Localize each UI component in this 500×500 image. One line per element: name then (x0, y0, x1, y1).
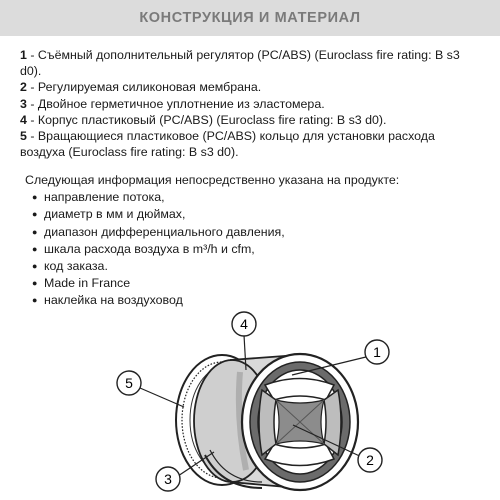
part-text: - Съёмный дополнительный регулятор (PC/ABS) (Euroclass fire rating: B s3 d0). (20, 48, 460, 79)
part-number: 1 (20, 48, 27, 62)
part-item-3 (20, 96, 482, 112)
part-number: 2 (20, 80, 27, 95)
bullet-icon: ● (32, 226, 38, 237)
callout-3 (156, 467, 180, 491)
part-text: - Корпус пластиковый (PC/ABS) (Euroclass fire rating: B s3 d0). (26, 112, 387, 127)
part-text: - Вращающиеся пластиковое (PC/ABS) кольцо для установки расхода воздуха (Euroclass fire rating: B s3 d0). (20, 129, 435, 160)
callout-2 (358, 448, 382, 472)
list-item: ● направление потока, (32, 190, 165, 205)
bullet-icon: ● (32, 295, 38, 306)
list-item: ● шкала расхода воздуха в m³/h и cfm, (32, 241, 255, 256)
bullet-icon: ● (32, 278, 38, 289)
callout-label: 3 (164, 471, 172, 487)
part-item-2 (20, 79, 482, 95)
bullet-icon: ● (32, 192, 38, 203)
part-item-1 (20, 47, 482, 79)
part-number: 5 (20, 129, 27, 144)
list-item: ● Made in France (32, 276, 131, 291)
section-title: КОНСТРУКЦИЯ И МАТЕРИАЛ (139, 10, 361, 26)
callout-5 (117, 371, 141, 395)
info-list (25, 189, 480, 309)
callout-label: 4 (240, 316, 248, 332)
part-text: - Двойное герметичное уплотнение из эластомера. (26, 96, 325, 111)
product-diagram (0, 300, 500, 500)
bullet-icon: ● (32, 261, 38, 272)
membrane (276, 400, 324, 444)
callout-label: 2 (366, 452, 374, 468)
leader-line (140, 388, 184, 407)
info-intro: Следующая информация непосредственно указана на продукте: (25, 173, 400, 187)
part-number: 3 (20, 96, 27, 111)
part-item-5 (20, 128, 482, 160)
callout-label: 1 (373, 344, 381, 360)
callout-4 (232, 312, 256, 336)
list-item: ● код заказа. (32, 259, 108, 274)
list-item: ● диапазон дифференциального давления, (32, 224, 285, 239)
list-item: ● диаметр в мм и дюймах, (32, 207, 186, 222)
callout-label: 5 (125, 375, 133, 391)
part-text: - Регулируемая силиконовая мембрана. (26, 80, 262, 95)
product-info (25, 172, 480, 310)
bullet-icon: ● (32, 209, 38, 220)
section-header (0, 0, 500, 36)
part-number: 4 (20, 112, 27, 127)
callout-1 (365, 340, 389, 364)
parts-list (20, 47, 482, 160)
list-item: ● наклейка на воздуховод (32, 293, 183, 308)
bullet-icon: ● (32, 243, 38, 254)
part-item-4 (20, 112, 482, 128)
